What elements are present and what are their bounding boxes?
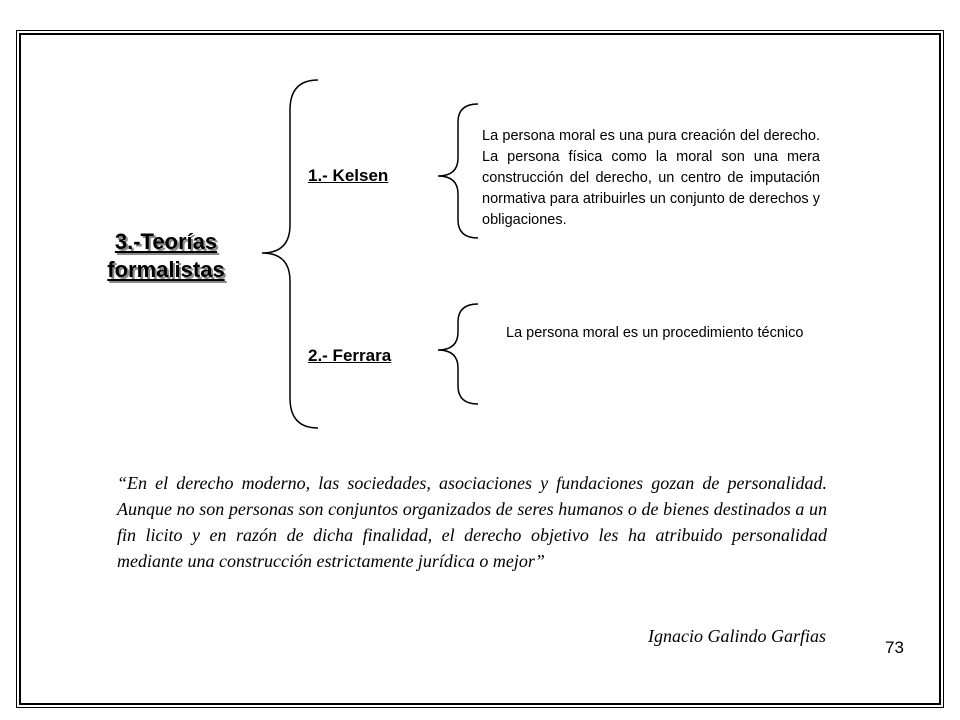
theory-description-ferrara: La persona moral es un procedimiento técnico bbox=[506, 325, 804, 341]
ferrara-brace bbox=[438, 304, 478, 404]
main-brace bbox=[262, 80, 318, 428]
quote-text: “En el derecho moderno, las sociedades, asociaciones y fundaciones gozan de personalidad. Aunque no son personas son conjuntos organizados de seres humanos o de bienes destinados a un fin licito y en razón de dicha finalidad, el derecho objetivo les ha atribuido personalidad mediante una construcción estrictamente jurídica o mejor” bbox=[117, 473, 827, 571]
page-number: 73 bbox=[885, 638, 904, 657]
quote-author: Ignacio Galindo Garfias bbox=[648, 626, 826, 646]
kelsen-brace bbox=[438, 104, 478, 238]
theory-label-kelsen: 1.- Kelsen bbox=[308, 166, 389, 185]
theory-description-kelsen: La persona moral es una pura creación del derecho. La persona física como la moral son una mera construcción del derecho, un centro de imputación normativa para atribuirles un conjunto de derechos y obligaciones. bbox=[482, 128, 820, 228]
section-heading: 3.-Teorías formalistas bbox=[107, 229, 225, 282]
theory-label-ferrara: 2.- Ferrara bbox=[308, 346, 392, 365]
